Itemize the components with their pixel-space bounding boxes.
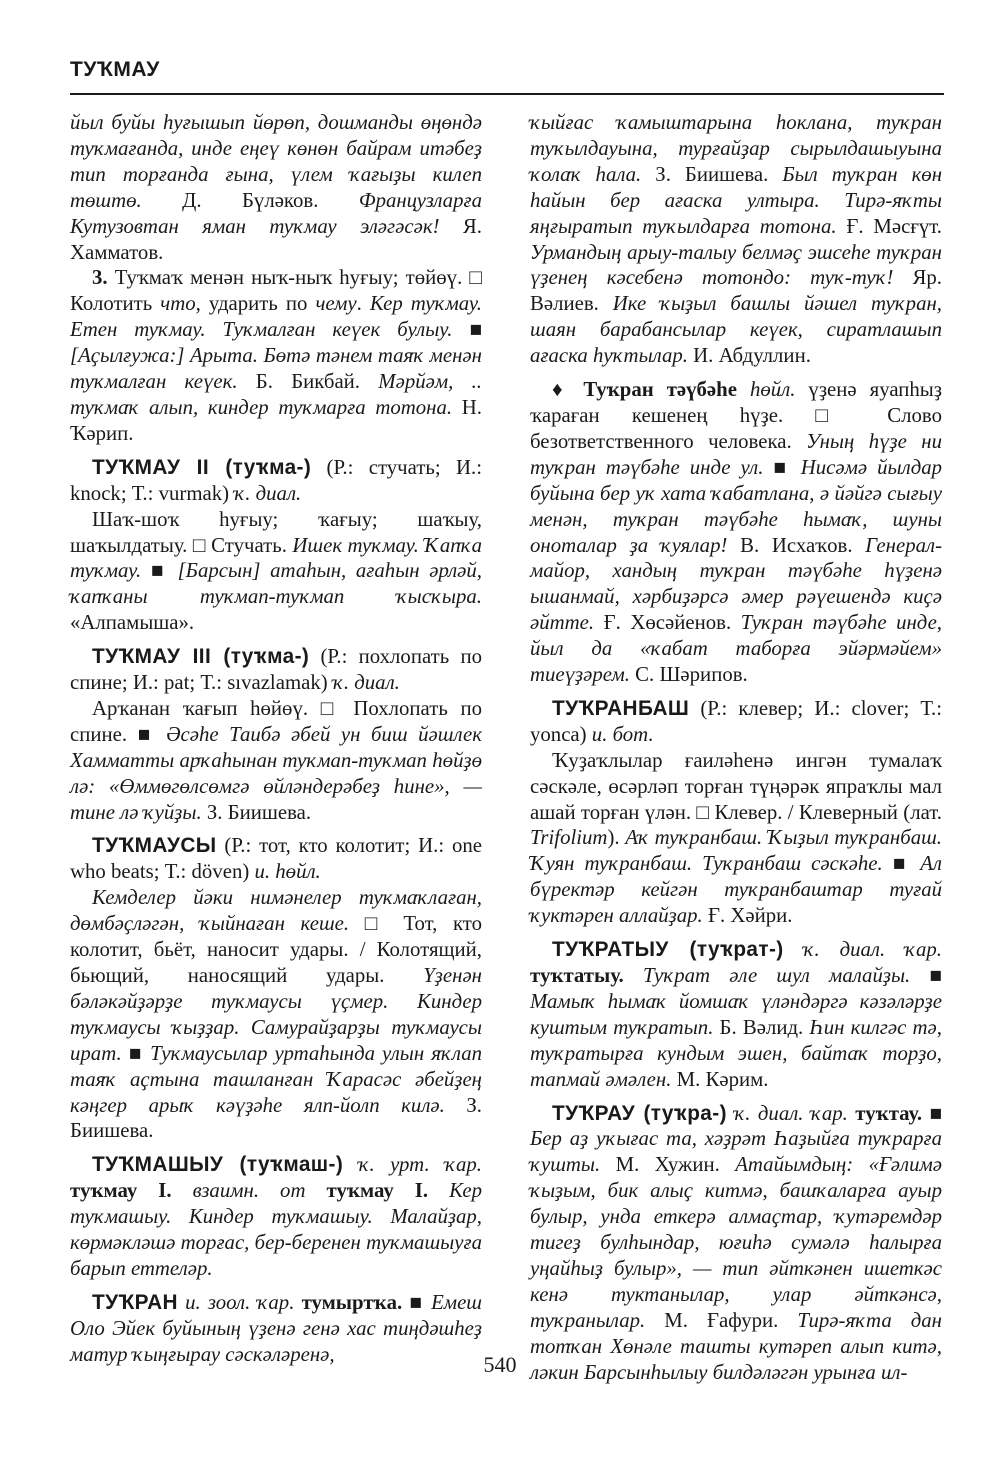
bold-term: ♦ Туҡран тәүбәһе bbox=[552, 378, 737, 402]
italic-text: Тирә-яҡта дан тотҡан Хөнәле ташты кутәреп алып китә, ләкин Барсынһылыу билдәләгән урынға ил- bbox=[530, 1308, 942, 1384]
italic-text: Ишек туҡмау. Ҡапҡа туҡмау. bbox=[70, 533, 482, 583]
page-number: 540 bbox=[483, 1352, 517, 1377]
italic-text: и. зоол. ҡар. bbox=[185, 1290, 295, 1314]
italic-text: Урмандың арыу-талыу белмәҫ эшсеһе туҡран үҙенең кәсебенә тотондо: туҡ-туҡ! bbox=[530, 240, 942, 290]
italic-text: [Барсын] атаһын, ағаһын әрләй, ҡапҡаны туҡмап-туҡмап ҡысҡыра. bbox=[70, 559, 482, 609]
text-run: Ҡуҙаҡлылар ғаиләһенә ингән тумалаҡ сәскәле, өсәрләп торған түңәрәк япраҡлы мал ашай торған үлән. □ Клевер. / Клеверный (лат. bbox=[530, 748, 942, 824]
italic-text: һөйл. bbox=[749, 378, 796, 402]
entry-tukmau-3-definition bbox=[70, 696, 482, 826]
italic-text: Кемделер йәки нимәнелер туҡмаҡлаған, дөмбәҫләгән, ҡыйнаған кеше. bbox=[70, 886, 482, 936]
italic-text: Туҡмаусылар уртаһында улын яҡлап таяҡ аҫтына ташланған Ҡарасәс әбейҙең кәңгер арыҡ кәүҙәһе ялп-йолп килә. bbox=[70, 1041, 482, 1117]
italic-text: Атайымдың: «Ғәлимә ҡыҙым, бик алыҫ китмә, башҡаларға ауыр булыр, унда еткерә алмаҫтар, ҡутәремдәр тигеҙ булһындар, юғиһә сумәлә һалырға уңайһыҙ булыр», — тип әйткәнен ишеткәс кенә туктанылар, улар әйткәнсә, туҡранылар. bbox=[530, 1153, 942, 1332]
entry-tukmausy-definition bbox=[70, 885, 482, 1144]
italic-text: ҡ. диал. bbox=[332, 671, 400, 695]
headword: ТУҠМАУ III (туҡма-) bbox=[92, 645, 310, 669]
italic-text: чему bbox=[315, 292, 357, 316]
bold-term: 3. bbox=[92, 266, 108, 290]
text-run: В. Исхаҡов. bbox=[727, 533, 866, 557]
entry-tukmausy bbox=[70, 833, 482, 885]
text-run: үҙенә яуапһыҙ ҡараған кешенең һүҙе. □ Слово безответственного человека. bbox=[530, 378, 942, 453]
bold-term: туҡмау I. bbox=[70, 1179, 172, 1203]
entry-tukranbash bbox=[530, 696, 942, 748]
text-run: ■ bbox=[452, 318, 483, 342]
text-run: ■ bbox=[121, 1041, 151, 1065]
italic-text: ҡ. диал. ҡар. bbox=[734, 1101, 848, 1125]
text-run: ■ bbox=[402, 1290, 432, 1314]
text-run bbox=[737, 378, 750, 401]
text-run: Б. Бикбай. bbox=[237, 370, 379, 394]
bold-term: туҡтау. bbox=[855, 1101, 923, 1125]
text-run: Шаҡ-шоҡ һуғыу; ҡағыу; шаҡыу, шаҡылдатыу. □ Стучать. bbox=[70, 507, 482, 557]
italic-text: [Аҫылғужа:] Арыта. Бөтә тәнем таяҡ менән туҡмалған кеүек. bbox=[70, 344, 482, 394]
italic-text: ҡ. диал. bbox=[234, 481, 302, 505]
text-run: ■ bbox=[882, 852, 921, 876]
text-run: ■ bbox=[141, 559, 178, 583]
italic-text: Французларға Кутузовтан яман туҡмау эләгәсәк! bbox=[70, 188, 482, 238]
text-run: (Р.: похлопать по спине; И.: pat; Т.: sıvazlamak) bbox=[70, 645, 482, 695]
text-run: М. Хужин. bbox=[600, 1153, 736, 1177]
running-head: ТУҠМАУ bbox=[70, 58, 160, 81]
italic-text: Һин килгәс тә, туҡратырға кундым эшен, байтаҡ торҙо, тапмай әмәлен. bbox=[530, 1015, 942, 1091]
italic-text: Кер туҡмау. Етен туҡмау. Туҡмалған кеүек булыу. bbox=[70, 292, 483, 342]
entry-tukratyu bbox=[530, 937, 942, 1092]
text-run: Арҡанан ҡағып һөйөү. □ Похлопать по спине. ■ bbox=[70, 696, 482, 746]
idiom-tukran-taubahe bbox=[530, 377, 942, 688]
italic-text: ҡыйғас ҡамыштарына һоклана, туҡран туҡылдауына, турғайҙар сырылдашыуына ҡолаҡ һала. bbox=[530, 111, 942, 186]
text-run: Ғ. Мәсғүт. bbox=[836, 214, 942, 238]
headword: ТУҠРАУ (туҡра-) bbox=[552, 1101, 727, 1125]
entry-tukmashyu bbox=[70, 1152, 482, 1282]
italic-text: Мамыҡ һымаҡ йомшаҡ үләндәргә кәзәләрҙе куштым туҡратып. bbox=[530, 989, 942, 1039]
entry-continuation bbox=[70, 110, 482, 265]
text-run bbox=[428, 1179, 449, 1202]
italic-text: Емеш Оло Эйек буйының үҙенә генә хас тиңдәшһеҙ матур ҡыңғырау сәскәләренә, bbox=[70, 1290, 482, 1366]
text-run: Н. Ҡәрип. bbox=[70, 395, 482, 445]
italic-text: что bbox=[160, 292, 196, 316]
text-run: Я. Хамматов. bbox=[70, 214, 482, 264]
entry-tukmau-3 bbox=[70, 644, 482, 696]
italic-text: Аҡ туҡранбаш. Ҡыҙыл туҡранбаш. Ҡуян туҡранбаш. Туҡранбаш сәскәһе. bbox=[530, 826, 942, 876]
headword: ТУҠМАШЫУ (туҡмаш-) bbox=[92, 1153, 344, 1177]
italic-text: йыл буйы һуғышып йөрөп, дошманды өңөндә туҡмағанда, инде еңеү көнөн байрам итәбеҙ тип торғанда ғына, үлем ҡағыҙы килеп төштө. bbox=[70, 111, 482, 212]
entry-tukmau-2 bbox=[70, 455, 482, 507]
text-run: . bbox=[356, 292, 370, 316]
text-run: Д. Бүләков. bbox=[141, 188, 359, 212]
text-run bbox=[172, 1179, 193, 1202]
text-run: Ғ. Хөсәйенов. bbox=[594, 611, 741, 635]
italic-text: Мәрйәм, .. туҡмаҡ алып, киндер туҡмарға тотона. bbox=[70, 370, 482, 419]
text-run: Ғ. Хәйри. bbox=[702, 904, 793, 928]
text-run bbox=[294, 1291, 301, 1314]
text-run: ■ bbox=[763, 455, 801, 479]
text-run: ■ bbox=[910, 964, 942, 987]
header-rule bbox=[70, 93, 944, 95]
text-run: (Р.: стучать; И.: knock; Т.: vurmak) bbox=[70, 455, 482, 505]
headword: ТУҠРАНБАШ bbox=[552, 696, 690, 720]
entry-tukranbash-definition bbox=[530, 748, 942, 929]
headword: ТУҠРАТЫУ (туҡрат-) bbox=[552, 938, 784, 962]
right-column bbox=[530, 110, 942, 1386]
headword: ТУҠМАУ II (туҡма-) bbox=[92, 455, 312, 479]
entry-tukrau bbox=[530, 1101, 942, 1386]
italic-text: Ике ҡыҙыл башлы йәшел туҡран, шаян барабансылар кеүек, сиратлашып ағаска һуҡтылар. bbox=[530, 292, 942, 368]
italic-text: и. һөйл. bbox=[254, 860, 321, 884]
italic-text: Туҡран тәүбәһе инде, йыл да «ҡабат таборға эйәрмәйем» тиеүҙәрем. bbox=[530, 611, 942, 687]
text-run: «Алпамыша». bbox=[70, 611, 195, 635]
entry-tukran-continuation bbox=[530, 110, 942, 369]
headword: ТУҠМАУСЫ bbox=[92, 834, 217, 858]
text-run: З. Биишева. bbox=[70, 1093, 482, 1143]
bold-term: тумыртҡа. bbox=[301, 1290, 403, 1314]
italic-text: Генерал-майор, хандың туҡран тәүбәһе һүҙенә ышанмай, хәрбиҙәрсә әмер рәүешендә киҫә әйтте. bbox=[530, 533, 942, 635]
italic-text: Уның һүҙе ни туҡран тәүбәһе инде ул. bbox=[530, 429, 942, 479]
italic-text: Кер туҡмашыу. Киндер туҡмашыу. Малайҙар, көрмәкләшә торғас, бер-беренен туҡмашыуға барып еттеләр. bbox=[70, 1179, 482, 1280]
left-column bbox=[70, 110, 482, 1368]
text-run bbox=[343, 1153, 358, 1176]
italic-text: Ал бүректәр кейгән туҡранбаштар туғай ҡуктәрен аллайҙар. bbox=[530, 852, 942, 928]
entry-tukmau-2-definition bbox=[70, 507, 482, 637]
text-run: □ Тот, кто колотит, бьёт, наносит удары. / Колотящий, бьющий, наносящий удары. bbox=[70, 912, 482, 987]
text-run: (Р.: клевер; И.: clover; Т.: yonca) bbox=[530, 696, 942, 746]
italic-text: и. бот. bbox=[591, 722, 654, 746]
italic-text: ҡ. диал. ҡар. bbox=[803, 938, 942, 962]
text-run: С. Шәрипов. bbox=[629, 663, 748, 687]
bold-term: туҡтатыу. bbox=[530, 964, 624, 987]
bold-term: туҡмау I. bbox=[326, 1179, 429, 1203]
italic-text: Нисәмә йылдар буйына бер уҡ хата ҡабатлана, ә йәйгә сығыу менән, туҡран тәүбәһе һымаҡ, шуны оноталар ҙа ҡуялар! bbox=[530, 455, 943, 557]
italic-text: взаимн. от bbox=[192, 1179, 306, 1203]
text-run: Туҡмаҡ менән ныҡ-ныҡ һуғыу; төйөү. □ Колотить bbox=[70, 266, 482, 316]
text-run: ■ bbox=[922, 1101, 943, 1125]
text-run: М. Кәрим. bbox=[671, 1067, 769, 1091]
text-run bbox=[624, 964, 643, 987]
italic-text: Әсәһе Таибә əбей ун биш йәшлек Хамматты арҡаһынан туҡмап-туҡмап һөйҙө лә: «Өммөгөлсөмгә өйләндерәбеҙ һине», — тине лә ҡуйҙы. bbox=[70, 722, 482, 824]
text-run: ). bbox=[607, 826, 626, 850]
italic-text: Был туҡран көн һайын бер ағаска ултыра. Тирә-яҡты яңғыратып туҡылдарға тотона. bbox=[530, 162, 943, 238]
italic-text: Үҙенән бәләкәйҙәрҙе туҡмаусы үҫмер. Киндер туҡмаусы ҡыҙҙар. Самурайҙарҙы туҡмаусы ират. bbox=[70, 964, 482, 1065]
text-run: Яр. Вәлиев. bbox=[530, 266, 943, 316]
italic-text: Бер аҙ уҡығас та, хәҙрәт Һаҙыйға туҡрарға ҡушты. bbox=[530, 1127, 942, 1177]
italic-text: ҡ. урт. ҡар. bbox=[358, 1153, 482, 1177]
italic-text: Туҡрат әле шул малайҙы. bbox=[642, 964, 911, 987]
text-run: , ударить по bbox=[195, 292, 316, 316]
text-run bbox=[784, 938, 804, 961]
headword: ТУҠРАН bbox=[92, 1290, 178, 1314]
text-run: Б. Вәлид. bbox=[713, 1015, 810, 1039]
text-run: И. Абдуллин. bbox=[687, 344, 811, 368]
text-run: (Р.: тот, кто колотит; И.: one who beats; Т.: döven) bbox=[70, 834, 482, 884]
sense-3 bbox=[70, 265, 482, 446]
text-run bbox=[305, 1179, 326, 1202]
text-run: М. Ғафури. bbox=[645, 1308, 798, 1332]
text-run: З. Биишева. bbox=[201, 800, 312, 824]
italic-text: Trifolium bbox=[530, 826, 608, 850]
text-run: З. Биишева. bbox=[641, 162, 783, 186]
